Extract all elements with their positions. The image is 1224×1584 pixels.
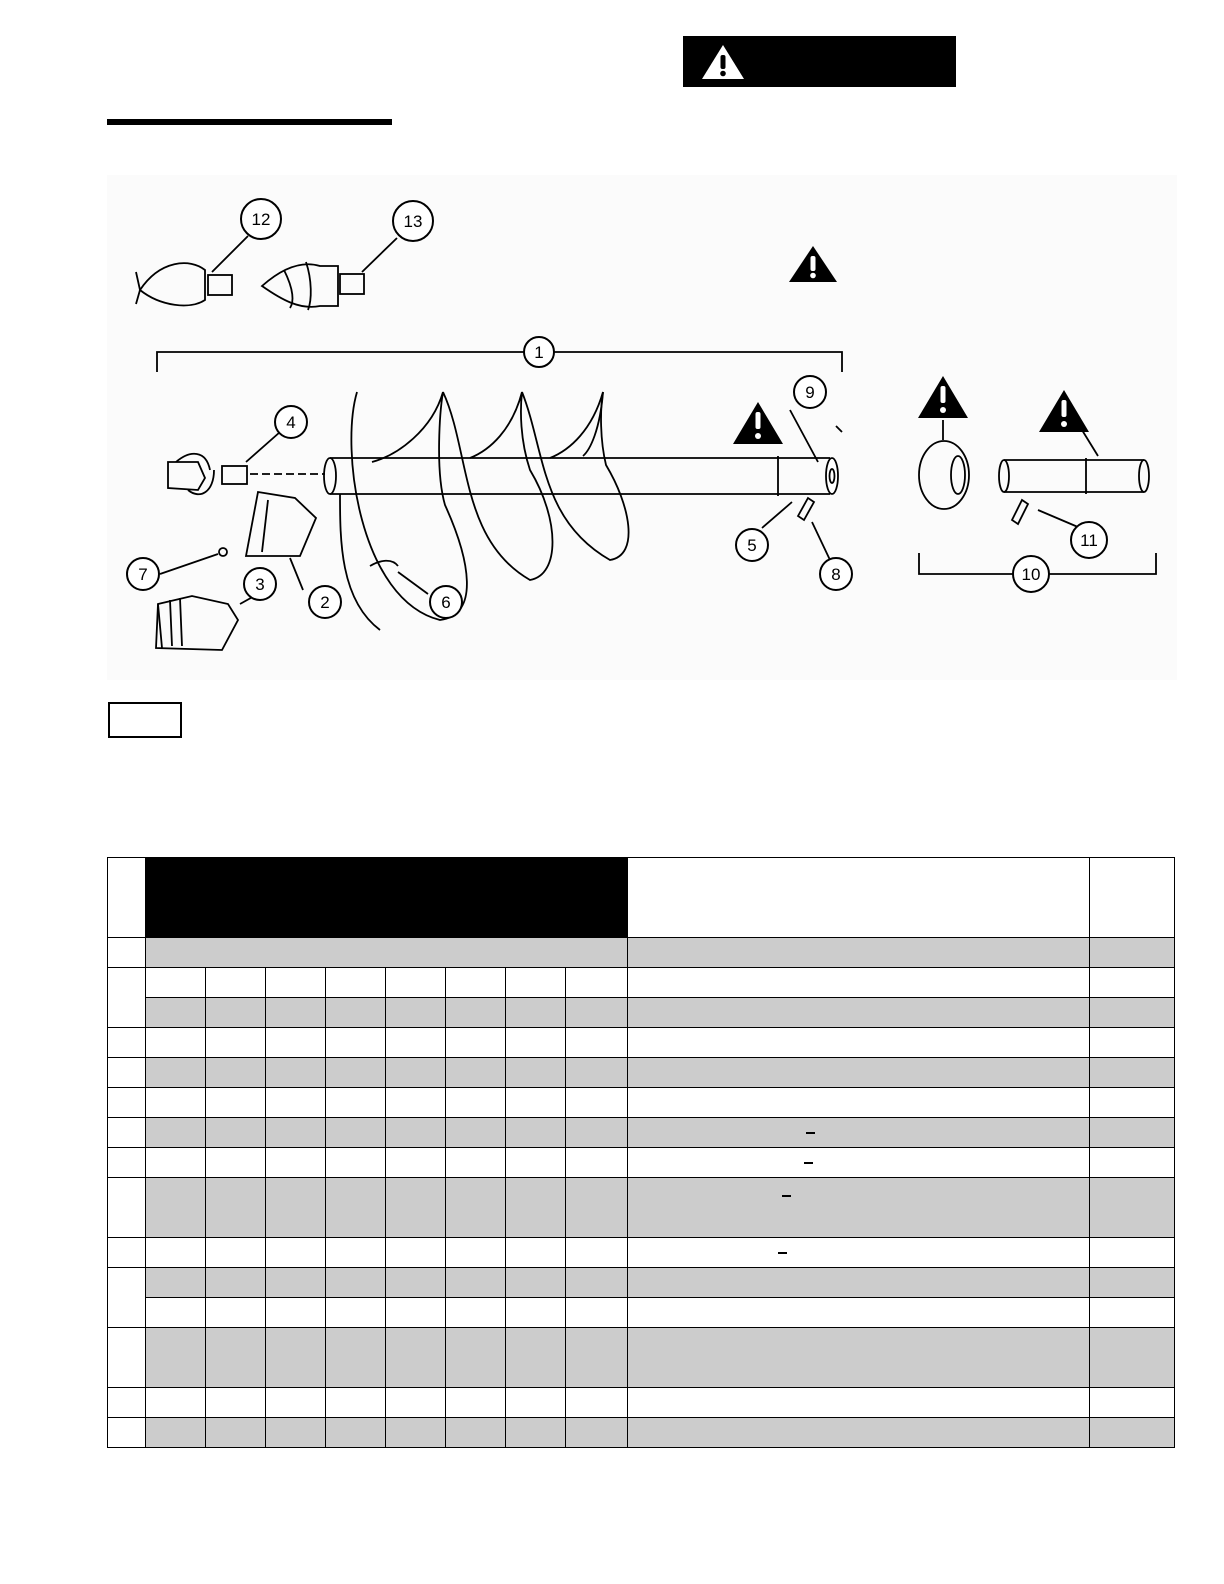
- svg-text:7: 7: [138, 565, 148, 584]
- table-header-row: [108, 858, 1175, 938]
- table-row: [108, 998, 1175, 1028]
- warning-triangle-icon: [699, 42, 747, 82]
- header-ref-cell: [108, 858, 146, 938]
- table-row: [108, 938, 1175, 968]
- svg-text:13: 13: [403, 212, 423, 231]
- table-row: [108, 968, 1175, 998]
- table-row: [108, 1028, 1175, 1058]
- svg-text:4: 4: [286, 413, 296, 432]
- note-label-box: [108, 702, 182, 738]
- svg-text:2: 2: [320, 593, 330, 612]
- auger-exploded-diagram: [107, 175, 1177, 680]
- parts-list-table: [107, 857, 1175, 1448]
- table-row: [108, 1238, 1175, 1268]
- table-row: [108, 1328, 1175, 1388]
- table-row: [108, 1388, 1175, 1418]
- dash-mark: [804, 1162, 813, 1164]
- svg-text:5: 5: [747, 536, 757, 555]
- header-model-cell: [146, 858, 628, 938]
- table-row: [108, 1088, 1175, 1118]
- table-row: [108, 1058, 1175, 1088]
- svg-text:12: 12: [251, 210, 271, 229]
- svg-text:8: 8: [831, 565, 841, 584]
- svg-text:3: 3: [255, 575, 265, 594]
- table-row: [108, 1298, 1175, 1328]
- table-row: [108, 1268, 1175, 1298]
- svg-text:1: 1: [534, 343, 544, 362]
- table-row: [108, 1418, 1175, 1448]
- svg-text:11: 11: [1080, 531, 1098, 550]
- dash-mark: [778, 1252, 787, 1254]
- dash-mark: [806, 1132, 815, 1134]
- table-row: [108, 1118, 1175, 1148]
- svg-text:10: 10: [1021, 565, 1041, 584]
- header-description-cell: [628, 858, 1090, 938]
- svg-text:9: 9: [805, 383, 815, 402]
- dash-mark: [782, 1195, 791, 1197]
- header-qty-cell: [1090, 858, 1175, 938]
- section-title-rule: [107, 119, 392, 125]
- svg-text:6: 6: [441, 593, 451, 612]
- table-row: [108, 1148, 1175, 1178]
- warning-banner: [683, 36, 956, 87]
- table-row: [108, 1178, 1175, 1238]
